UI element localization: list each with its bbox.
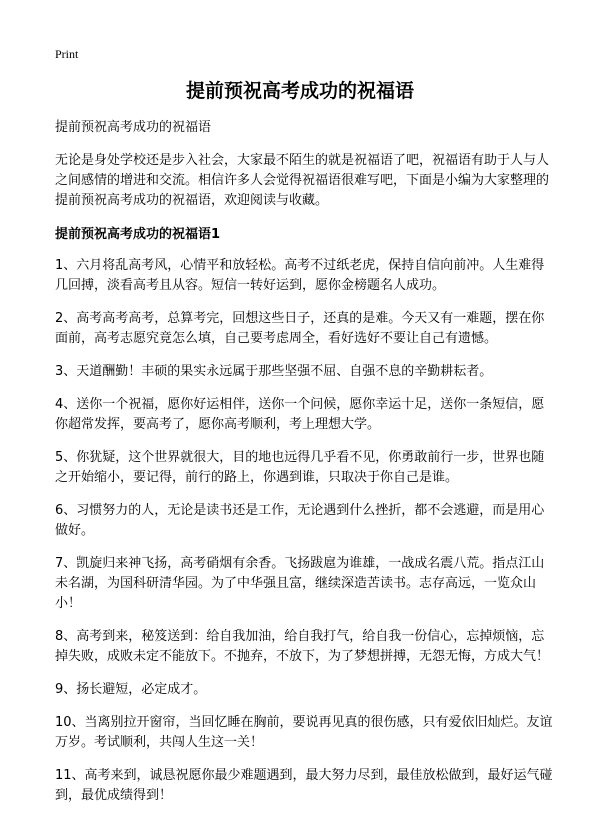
intro-paragraph: 无论是身处学校还是步入社会，大家最不陌生的就是祝福语了吧，祝福语有助于人与人之间感情的增进和交流。相信许多人会觉得祝福语很难写吧，下面是小编为大家整理的提前预祝高考成功的祝福语，欢迎阅读与收藏。 (55, 153, 550, 208)
list-item: 9、扬长避短，必定成才。 (55, 682, 207, 697)
list-item: 2、高考高考高考，总算考完，回想这些日子，还真的是难。今天又有一难题，摆在你面前，高考志愿究竟怎么填，自己要考虑周全，看好选好不要让自己有遗憾。 (55, 311, 545, 346)
list-item: 5、你犹疑，这个世界就很大，目的地也远得几乎看不见，你勇敢前行一步，世界也随之开始缩小，要记得，前行的路上，你遇到谁，只取决于你自己是谁。 (55, 450, 545, 485)
article-subtitle: 提前预祝高考成功的祝福语 (55, 120, 212, 135)
list-item: 7、凯旋归来神飞扬，高考硝烟有余香。飞扬跋扈为谁雄，一战成名震八荒。指点江山未名湖，为国科研清华园。为了中华强且富，继续深造苦读书。志存高远，一览众山小！ (55, 556, 545, 611)
list-item: 11、高考来到，诚恳祝愿你最少难题遇到，最大努力尽到，最佳放松做到，最好运气碰到，最优成绩得到！ (55, 768, 553, 803)
list-item: 10、当离别拉开窗帘，当回忆睡在胸前，要说再见真的很伤感，只有爱依旧灿烂。友谊万岁。考试顺利，共闯人生这一关！ (55, 715, 553, 750)
list-item: 6、习惯努力的人，无论是读书还是工作，无论遇到什么挫折，都不会逃避，而是用心做好。 (55, 503, 545, 538)
list-item: 4、送你一个祝福，愿你好运相伴，送你一个问候，愿你幸运十足，送你一条短信，愿你超常发挥，要高考了，愿你高考顺利，考上理想大学。 (55, 397, 545, 432)
list-item: 1、六月将乱高考风，心情平和放轻松。高考不过纸老虎，保持自信向前冲。人生难得几回搏，淡看高考且从容。短信一转好运到，愿你金榜题名人成功。 (55, 258, 545, 293)
section-heading: 提前预祝高考成功的祝福语1 (55, 227, 221, 242)
article-body (55, 118, 555, 819)
print-link[interactable]: Print (55, 47, 79, 61)
list-item: 3、天道酬勤！丰硕的果实永远属于那些坚强不屈、自强不息的辛勤耕耘者。 (55, 364, 493, 379)
page-title: 提前预祝高考成功的祝福语 (185, 80, 414, 102)
list-item: 8、高考到来，秘笈送到：给自我加油，给自我打气，给自我一份信心，忘掉烦恼，忘掉失败，成败未定不能放下。不抛弃，不放下，为了梦想拼搏，无怨无悔，方成大气！ (55, 629, 550, 664)
